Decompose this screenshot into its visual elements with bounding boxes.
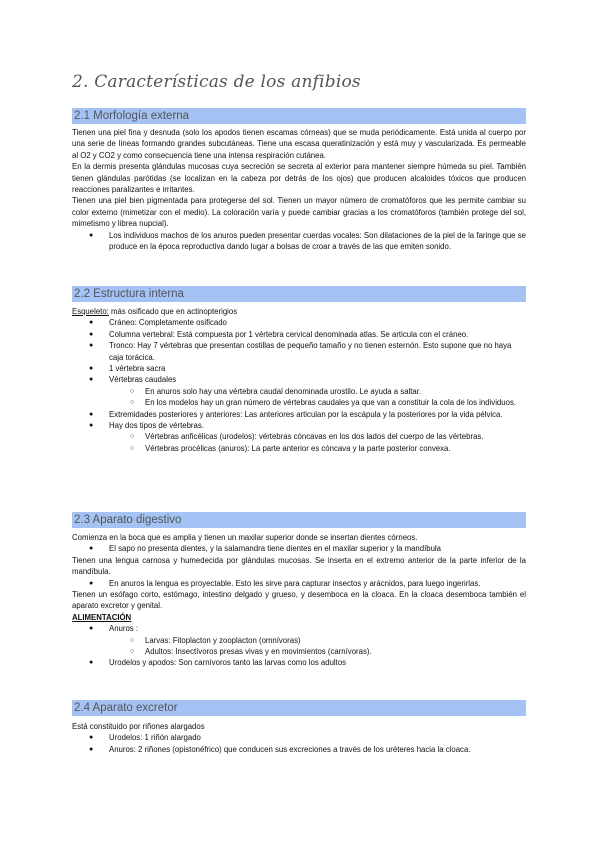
list-item-text: Urodelos y apodos: Son carnívoros tanto las larvas como los adultos: [109, 658, 347, 668]
section-body-excretor: [72, 721, 526, 755]
chapter-title: 2. Características de los anfibios: [72, 72, 361, 92]
bullet-list: [72, 317, 526, 454]
bullet-icon: ●: [89, 330, 94, 338]
bullet-icon: ●: [89, 579, 94, 587]
list-item-text: Anuros: 2 riñones (opistonéfrico) que conducen sus excreciones a través de los uréteres hacia la cloaca.: [109, 744, 471, 754]
sub-list-item: [72, 635, 526, 646]
paragraph: Tienen un esófago corto, estómago, intestino delgado y grueso, y desemboca en la cloaca. En la cloaca desemboca también el aparato excretor y genital.: [72, 590, 526, 611]
bullet-icon: ●: [89, 342, 94, 350]
list-item-text: Urodelos: 1 riñón alargado: [109, 733, 201, 743]
list-item: [72, 317, 526, 328]
bullet-icon: ●: [89, 410, 94, 418]
sub-list-item: [72, 443, 526, 454]
bullet-icon: ●: [89, 545, 94, 553]
section-body-estructura: [72, 306, 526, 454]
section-body-morfologia: [72, 127, 526, 252]
bullet-icon: ●: [89, 734, 94, 742]
list-item: [72, 623, 526, 634]
hollow-bullet-icon: ○: [130, 387, 135, 395]
list-item-text: Extremidades posteriores y anteriores: Las anteriores articulan por la escápula y la posteriores por la vida pélvica.: [109, 409, 503, 419]
paragraph: Tienen una lengua carnosa y humedecida por glándulas mucosas. Se inserta en el extremo anterior de la parte inferior de la mandíbula.: [72, 555, 526, 577]
alimentacion-heading: ALIMENTACIÓN: [72, 612, 132, 622]
list-item-text: Tronco: Hay 7 vértebras que presentan costillas de pequeño tamaño y no tienen esternón. Esto supone que no haya caja torácica.: [109, 341, 512, 362]
list-item-text: Hay dos tipos de vértebras.: [109, 421, 204, 431]
list-item-text: 1 vértebra sacra: [109, 364, 166, 374]
list-item: [72, 374, 526, 385]
sub-list-item: [72, 646, 526, 657]
paragraph: Tienen una piel bien pigmentada para protegerse del sol. Tienen un mayor número de cromatóforos que les permite cambiar su color externo (mimetizar con el medio). La coloración varía y puede cambiar gracias a los cromatóforos (también protege del sol, mimetismo y librea nupcial).: [72, 196, 526, 229]
bullet-icon: ●: [89, 625, 94, 633]
bullet-icon: ●: [89, 659, 94, 667]
list-item: [72, 657, 526, 668]
list-item-text: Vértebras procélicas (anuros): La parte anterior es cóncava y la parte posterior convexa.: [145, 443, 451, 453]
list-item-text: Larvas: Fitoplacton y zooplacton (omnívoras): [145, 635, 301, 645]
bullet-icon: ●: [89, 376, 94, 384]
hollow-bullet-icon: ○: [130, 636, 135, 644]
list-item-text: En los modelos hay un gran número de vértebras caudales ya que van a constituir la cola de los individuos.: [145, 398, 517, 408]
section-header-morfologia: 2.1 Morfología externa: [72, 108, 526, 124]
sub-list-item: [72, 397, 526, 408]
bullet-list: [72, 732, 526, 755]
hollow-bullet-icon: ○: [130, 648, 135, 656]
bullet-list: [72, 543, 526, 554]
paragraph: Está constituido por riñones alargados: [72, 722, 205, 731]
paragraph: Tienen una piel fina y desnuda (solo los apodos tienen escamas córneas) que se muda periódicamente. Está unida al cuerpo por una serie de líneas formando grandes subcutáneas. Tiene una escasa queratinización y está muy y vascularizada. Es permeable al O2 y CO2 y como consecuencia tiene una intensa respiración cutánea.: [72, 128, 526, 160]
bullet-icon: ●: [89, 745, 94, 753]
paragraph: Comienza en la boca que es amplia y tienen un maxilar superior donde se insertan dientes córneos.: [72, 533, 418, 542]
section-header-excretor: 2.4 Aparato excretor: [72, 700, 526, 716]
sub-list-item: [72, 431, 526, 442]
list-item-text: Vértebras caudales: [109, 375, 177, 385]
list-item-text: En anuros solo hay una vértebra caudal denominada urostilo. Le ayuda a saltar.: [145, 386, 422, 396]
section-body-digestivo: [72, 532, 526, 669]
esqueleto-text: más osificado que en actinopterigios: [108, 307, 238, 316]
bullet-list: [72, 578, 526, 589]
list-item: [72, 230, 526, 253]
list-item-text: Anuros :: [109, 624, 139, 634]
list-item: [72, 340, 526, 363]
hollow-bullet-icon: ○: [130, 433, 135, 441]
bullet-icon: ●: [89, 231, 94, 239]
esqueleto-label: Esqueleto:: [72, 307, 109, 316]
bullet-list: [72, 230, 526, 253]
list-item-text: Cráneo: Completamente osificado: [109, 318, 227, 328]
list-item-text: En anuros la lengua es proyectable. Esto les sirve para capturar insectos y arácnidos, para luego ingerirlas.: [109, 578, 481, 588]
list-item: [72, 732, 526, 743]
list-item-text: El sapo no presenta dientes, y la salamandra tiene dientes en el maxilar superior y la mandíbula: [109, 544, 441, 554]
list-item-text: Los individuos machos de los anuros pueden presentar cuerdas vocales: Son dilataciones de la piel de la faringe que se produce en la época reproductiva dando lugar a bolsas de croar a través de las que emiten sonido.: [109, 230, 526, 252]
list-item: [72, 409, 526, 420]
paragraph: En la dermis presenta glándulas mucosas cuya secreción se secreta al exterior para mantener siempre húmeda su piel. También tienen glándulas parótidas (se localizan en la cabeza por detrás de los ojos) que producen alcaloides tóxicos que producen reacciones paralizantes e irritantes.: [72, 162, 526, 195]
section-header-digestivo: 2.3 Aparato digestivo: [72, 512, 526, 528]
sub-list-item: [72, 386, 526, 397]
bullet-list: [72, 623, 526, 669]
bullet-icon: ●: [89, 365, 94, 373]
hollow-bullet-icon: ○: [130, 444, 135, 452]
list-item-text: Columna vertebral: Está compuesta por 1 vértebra cervical denominada atlas. Se articula con el cráneo.: [109, 329, 469, 339]
section-header-estructura: 2.2 Estructura interna: [72, 286, 526, 302]
bullet-icon: ●: [89, 319, 94, 327]
list-item: [72, 578, 526, 589]
list-item-text: Vértebras anficélicas (urodelos): vértebras cóncavas en los dos lados del cuerpo de las vértebras.: [145, 432, 484, 442]
list-item: [72, 744, 526, 755]
bullet-icon: ●: [89, 422, 94, 430]
paragraph: [72, 306, 526, 317]
list-item: [72, 420, 526, 431]
list-item: [72, 543, 526, 554]
list-item-text: Adultos: Insectívoros presas vivas y en movimientos (carnívoras).: [145, 647, 372, 657]
hollow-bullet-icon: ○: [130, 399, 135, 407]
list-item: [72, 363, 526, 374]
list-item: [72, 329, 526, 340]
